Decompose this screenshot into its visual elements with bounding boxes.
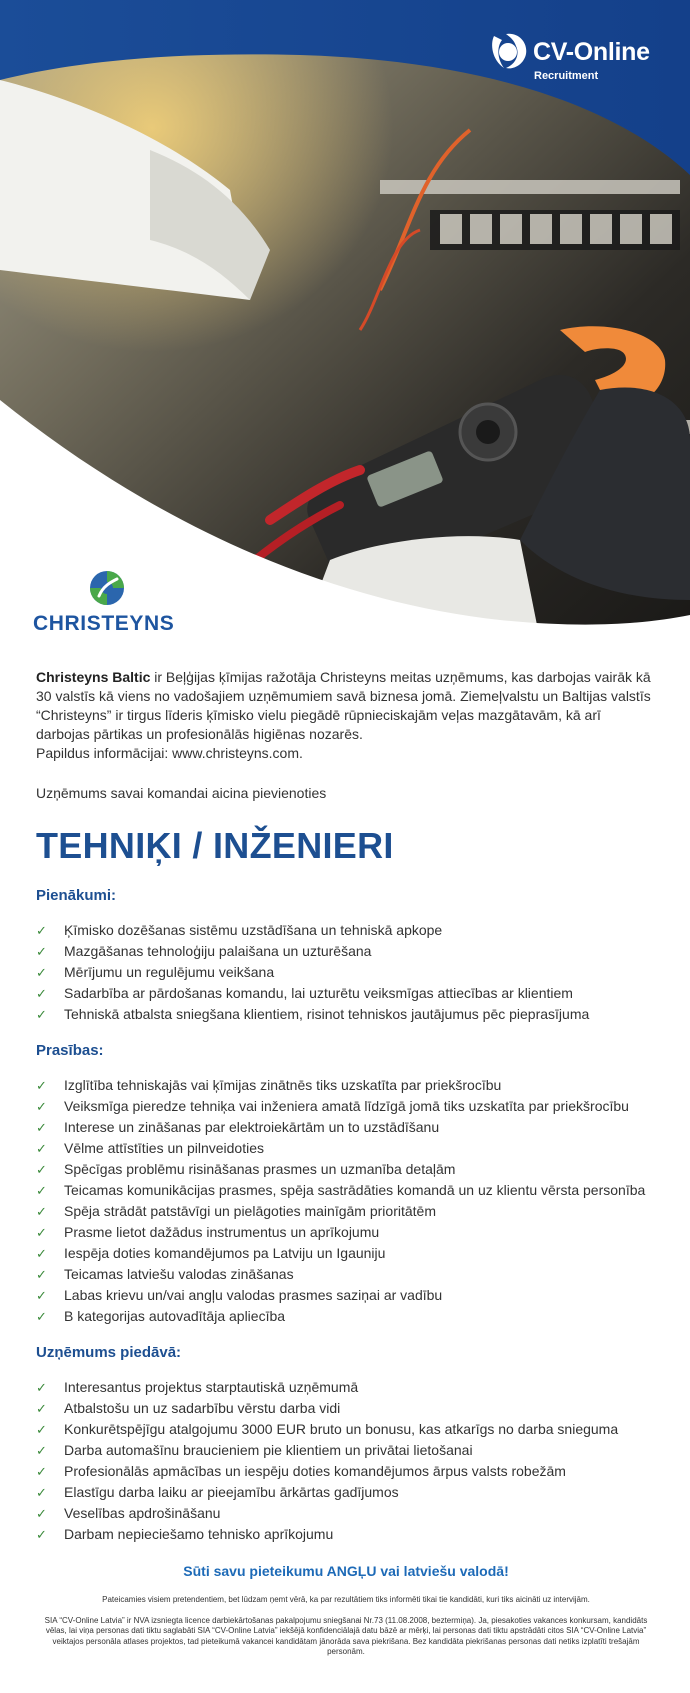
christeyns-logo-mark-icon xyxy=(89,570,125,606)
check-icon: ✓ xyxy=(36,1288,47,1303)
cv-online-logo[interactable] xyxy=(488,28,668,88)
list-item: ✓ Labas krievu un/vai angļu valodas prasmes saziņai ar vadību xyxy=(36,1285,656,1306)
check-icon: ✓ xyxy=(36,1267,47,1282)
check-icon: ✓ xyxy=(36,1204,47,1219)
check-icon: ✓ xyxy=(36,1099,47,1114)
duties-list xyxy=(36,920,656,1025)
footnote-candidates: Pateicamies visiem pretendentiem, bet lūdzam ņemt vērā, ka par rezultātiem tiks informēti tikai tie kandidāti, kuri tiks aicināti uz intervijām. xyxy=(102,1595,590,1604)
company-description: ir Beļģijas ķīmijas ražotāja Christeyns meitas uzņēmums, kas darbojas vairāk kā 30 valstīs kā viens no vadošajiem uzņēmumiem savā biznesa jomā. Ziemeļvalstu un Baltijas valstīs “Christeyns” ir tirgus līderis ķīmisko vielu piegādē rūpnieciskajām veļas mazgātavām, kā arī darbojas pārtikas un profesionālās higiēnas nozarēs. xyxy=(36,669,651,742)
duties-title: Pienākumi: xyxy=(36,887,117,904)
list-item: ✓ Profesionālās apmācības un iespēju doties komandējumos ārpus valsts robežām xyxy=(36,1461,656,1482)
check-icon: ✓ xyxy=(36,1506,47,1521)
list-item: ✓ Konkurētspējīgu atalgojumu 3000 EUR bruto un bonusu, kas atkarīgs no darba snieguma xyxy=(36,1419,656,1440)
list-item: ✓ Teicamas latviešu valodas zināšanas xyxy=(36,1264,656,1285)
check-icon: ✓ xyxy=(36,1246,47,1261)
list-item: ✓ B kategorijas autovadītāja apliecība xyxy=(36,1306,656,1327)
offer-section xyxy=(36,1344,656,1545)
check-icon: ✓ xyxy=(36,1078,47,1093)
offer-list xyxy=(36,1377,656,1545)
check-icon: ✓ xyxy=(36,1464,47,1479)
offer-title: Uzņēmums piedāvā: xyxy=(36,1344,182,1361)
requirements-section xyxy=(36,1042,656,1327)
check-icon: ✓ xyxy=(36,923,47,938)
apply-call-to-action[interactable]: Sūti savu pieteikumu ANGĻU vai latviešu valodā! xyxy=(183,1563,509,1579)
list-item: ✓ Tehniskā atbalsta sniegšana klientiem, risinot tehniskos jautājumus pēc pieprasījuma xyxy=(36,1004,656,1025)
company-name: Christeyns Baltic xyxy=(36,669,151,685)
christeyns-name: CHRISTEYNS xyxy=(33,612,175,635)
requirements-list xyxy=(36,1075,656,1327)
check-icon: ✓ xyxy=(36,1162,47,1177)
requirements-title: Prasības: xyxy=(36,1042,104,1059)
check-icon: ✓ xyxy=(36,1527,47,1542)
list-item: ✓ Prasme lietot dažādus instrumentus un aprīkojumu xyxy=(36,1222,656,1243)
check-icon: ✓ xyxy=(36,1225,47,1240)
list-item: ✓ Spēja strādāt patstāvīgi un pielāgoties mainīgām prioritātēm xyxy=(36,1201,656,1222)
company-intro xyxy=(36,668,656,763)
check-icon: ✓ xyxy=(36,1422,47,1437)
list-item: ✓ Darba automašīnu braucieniem pie klientiem un privātai lietošanai xyxy=(36,1440,656,1461)
list-item: ✓ Interesantus projektus starptautiskā uzņēmumā xyxy=(36,1377,656,1398)
cv-online-logo-mark-icon xyxy=(488,30,530,72)
check-icon: ✓ xyxy=(36,986,47,1001)
job-title: TEHNIĶI / INŽENIERI xyxy=(36,825,394,866)
list-item: ✓ Interese un zināšanas par elektroiekārtām un to uzstādīšanu xyxy=(36,1117,656,1138)
check-icon: ✓ xyxy=(36,1380,47,1395)
check-icon: ✓ xyxy=(36,944,47,959)
more-info-link[interactable]: Papildus informācijai: www.christeyns.com. xyxy=(36,745,303,761)
check-icon: ✓ xyxy=(36,1141,47,1156)
check-icon: ✓ xyxy=(36,1007,47,1022)
check-icon: ✓ xyxy=(36,1401,47,1416)
footnote-license: SIA “CV-Online Latvia” ir NVA izsniegta licence darbiekārtošanas pakalpojumu sniegšanai Nr.73 (11.08.2008, beztermiņa). Ja, piesakoties vakances konkursam, kandidāts vēlas, lai viņa personas dati tiktu saglabāti SIA “CV-Online Latvia” iekšējā konfidenciālajā datu bāzē ar mērķi, lai personas dati tiktu apstrādāti citos SIA “CV-Online Latvia” veiktajos personāla atlases projektos, tad pieteikumā vakancei kandidātam jānorāda sava piekrišana. Bez kandidāta piekrišanas personas dati netiks izplatīti trešajām personām. xyxy=(44,1615,648,1656)
list-item: ✓ Sadarbība ar pārdošanas komandu, lai uzturētu veiksmīgas attiecības ar klientiem xyxy=(36,983,656,1004)
list-item: ✓ Veiksmīga pieredze tehniķa vai inženiera amatā līdzīgā jomā tiks uzskatīta par priekšrocību xyxy=(36,1096,656,1117)
check-icon: ✓ xyxy=(36,1309,47,1324)
check-icon: ✓ xyxy=(36,1485,47,1500)
list-item: ✓ Spēcīgas problēmu risināšanas prasmes un uzmanība detaļām xyxy=(36,1159,656,1180)
job-ad-content xyxy=(36,668,656,1658)
list-item: ✓ Mazgāšanas tehnoloģiju palaišana un uzturēšana xyxy=(36,941,656,962)
list-item: ✓ Elastīgu darba laiku ar pieejamību ārkārtas gadījumos xyxy=(36,1482,656,1503)
list-item: ✓ Iespēja doties komandējumos pa Latviju un Igauniju xyxy=(36,1243,656,1264)
list-item: ✓ Ķīmisko dozēšanas sistēmu uzstādīšana un tehniskā apkope xyxy=(36,920,656,941)
cv-online-name: CV-Online xyxy=(533,38,650,66)
hero-photo-multimeter xyxy=(0,0,690,640)
list-item: ✓ Veselības apdrošināšanu xyxy=(36,1503,656,1524)
list-item: ✓ Mērījumu un regulējumu veikšana xyxy=(36,962,656,983)
list-item: ✓ Vēlme attīstīties un pilnveidoties xyxy=(36,1138,656,1159)
list-item: ✓ Izglītība tehniskajās vai ķīmijas zinātnēs tiks uzskatīta par priekšrocību xyxy=(36,1075,656,1096)
list-item: ✓ Darbam nepieciešamo tehnisko aprīkojumu xyxy=(36,1524,656,1545)
list-item: ✓ Teicamas komunikācijas prasmes, spēja sastrādāties komandā un uz klientu vērsta personība xyxy=(36,1180,656,1201)
check-icon: ✓ xyxy=(36,1120,47,1135)
list-item: ✓ Atbalstošu un uz sadarbību vērstu darba vidi xyxy=(36,1398,656,1419)
duties-section xyxy=(36,887,656,1025)
hero-banner xyxy=(0,0,690,640)
check-icon: ✓ xyxy=(36,1183,47,1198)
christeyns-logo[interactable] xyxy=(33,570,193,640)
invite-text: Uzņēmums savai komandai aicina pievienoties xyxy=(36,785,327,801)
check-icon: ✓ xyxy=(36,965,47,980)
check-icon: ✓ xyxy=(36,1443,47,1458)
cv-online-subtitle: Recruitment xyxy=(534,70,599,82)
